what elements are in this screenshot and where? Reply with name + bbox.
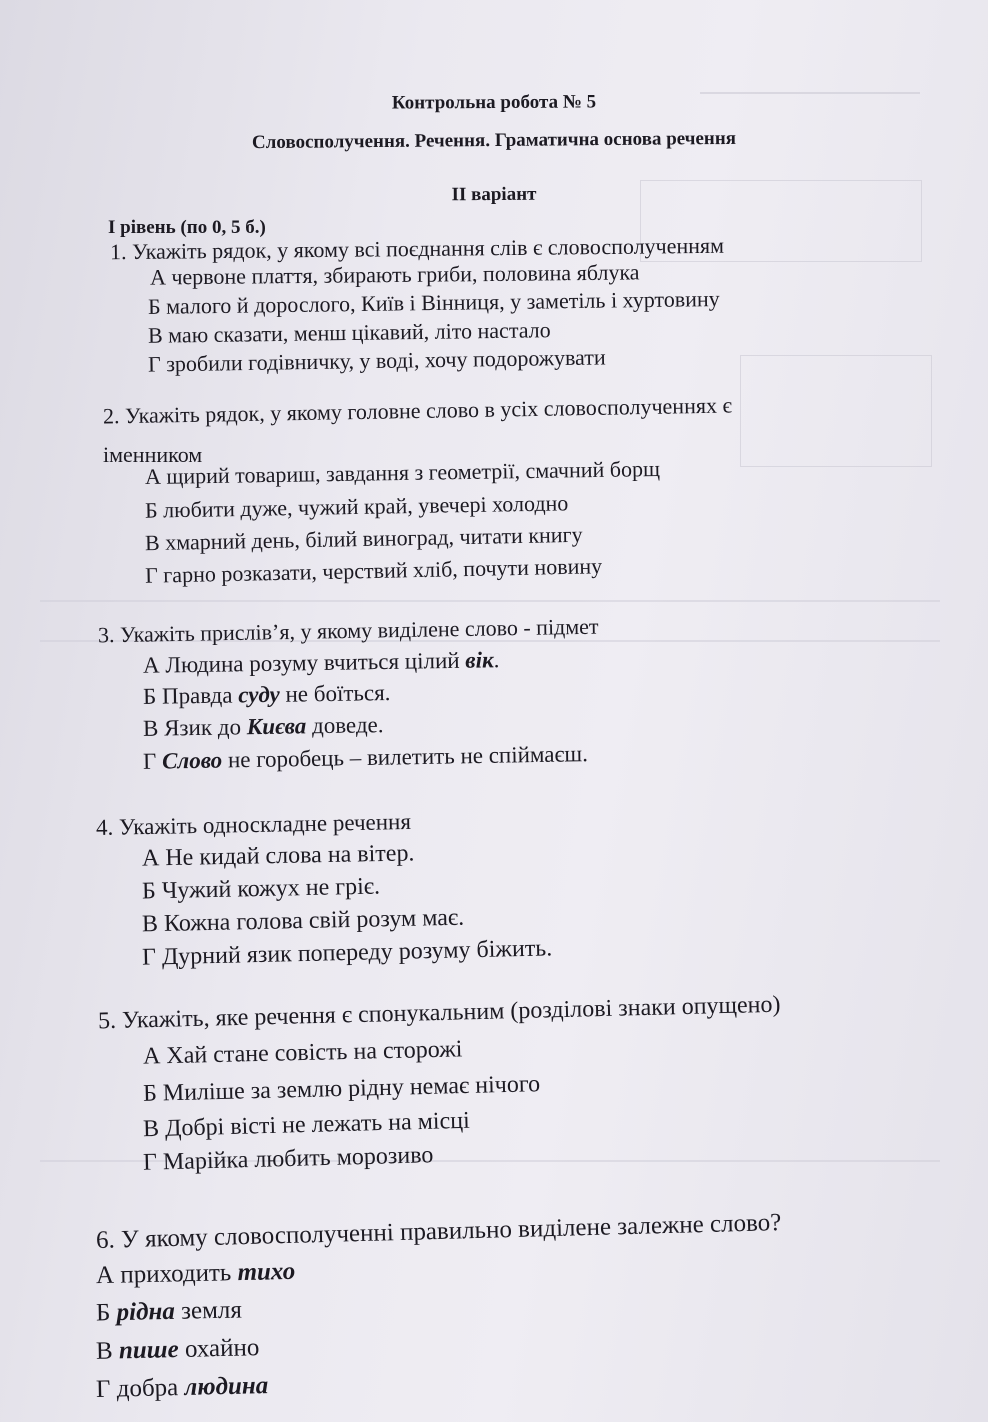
answer-option-a: А щирий товариш, завдання з геометрії, смачний борщ (144, 455, 661, 490)
answer-option-v: В Добрі вісті не лежать на місці (142, 1107, 471, 1143)
question-text: 5. Укажіть, яке речення є спонукальним (розділові знаки опущено) (97, 991, 781, 1035)
question-text: 4. Укажіть односкладне речення (95, 808, 412, 841)
level-heading: І рівень (по 0, 5 б.) (108, 217, 266, 238)
answer-option-g: Г гарно розказати, черствий хліб, почути новину (144, 553, 603, 588)
answer-option-a: А червоне плаття, збирають гриби, половина яблука (149, 259, 640, 290)
question-text: 2. Укажіть рядок, у якому головне слово в усіх словосполученнях є (102, 392, 733, 429)
highlighted-word: Києва (246, 713, 307, 740)
answer-option-g: Г добра людина (95, 1372, 269, 1403)
page-subtitle: Словосполучення. Речення. Граматична основа речення (251, 127, 737, 154)
answer-option-v: В маю сказати, менш цікавий, літо настало (147, 317, 551, 348)
highlighted-word: пише (118, 1335, 179, 1365)
question-text: 3. Укажіть прислів’я, у якому виділене слово - підмет (97, 613, 599, 648)
highlighted-word: Слово (161, 747, 223, 774)
highlighted-word: суду (238, 681, 280, 708)
answer-option-b: Б Миліше за землю рідну немає нічого (142, 1071, 541, 1107)
highlighted-word: рідна (116, 1297, 176, 1327)
answer-option-v: В Кожна голова свій розум має. (141, 904, 465, 938)
answer-option-b: Б рідна земля (95, 1296, 243, 1327)
highlighted-word: людина (184, 1372, 269, 1401)
question-text: 1. Укажіть рядок, у якому всі поєднання слів є словосполученням (109, 232, 725, 265)
page-title: Контрольна робота № 5 (391, 91, 597, 114)
answer-option-g: Г Дурний язик попереду розуму біжить. (141, 935, 553, 971)
answer-option-v: В хмарний день, білий виноград, читати книгу (144, 521, 583, 556)
variant-heading: ІІ варіант (451, 183, 537, 206)
highlighted-word: тихо (237, 1257, 296, 1287)
highlighted-word: вік (465, 647, 494, 673)
answer-option-g: Г зробили годівничку, у воді, хочу подорожувати (147, 344, 606, 377)
answer-option-a: А Не кидай слова на вітер. (141, 840, 415, 872)
answer-option-g: Г Марійка любить морозиво (142, 1142, 434, 1176)
bleed-through-table (740, 355, 932, 467)
question-text: 6. У якому словосполученні правильно виділене залежне слово? (95, 1209, 782, 1254)
answer-option-a: А Людина розуму вчиться цілий вік. (142, 647, 500, 678)
answer-option-a: А Хай стане совість на сторожі (142, 1036, 463, 1070)
answer-option-b: Б малого й дорослого, Київ і Вінниця, у заметіль і хуртовину (147, 286, 720, 319)
answer-option-g: Г Слово не горобець – вилетить не спіймаєш. (142, 741, 589, 774)
answer-option-b: Б Правда суду не боїться. (142, 680, 391, 709)
answer-option-v: В пише охайно (95, 1334, 260, 1365)
answer-option-b: Б любити дуже, чужий край, увечері холодно (144, 490, 569, 523)
question-text-continued: іменником (103, 442, 203, 467)
answer-option-v: В Язик до Києва доведе. (142, 712, 384, 741)
answer-option-a: А приходить тихо (95, 1257, 296, 1290)
bleed-through-mark (40, 600, 940, 602)
answer-option-b: Б Чужий кожух не гріє. (141, 873, 381, 905)
